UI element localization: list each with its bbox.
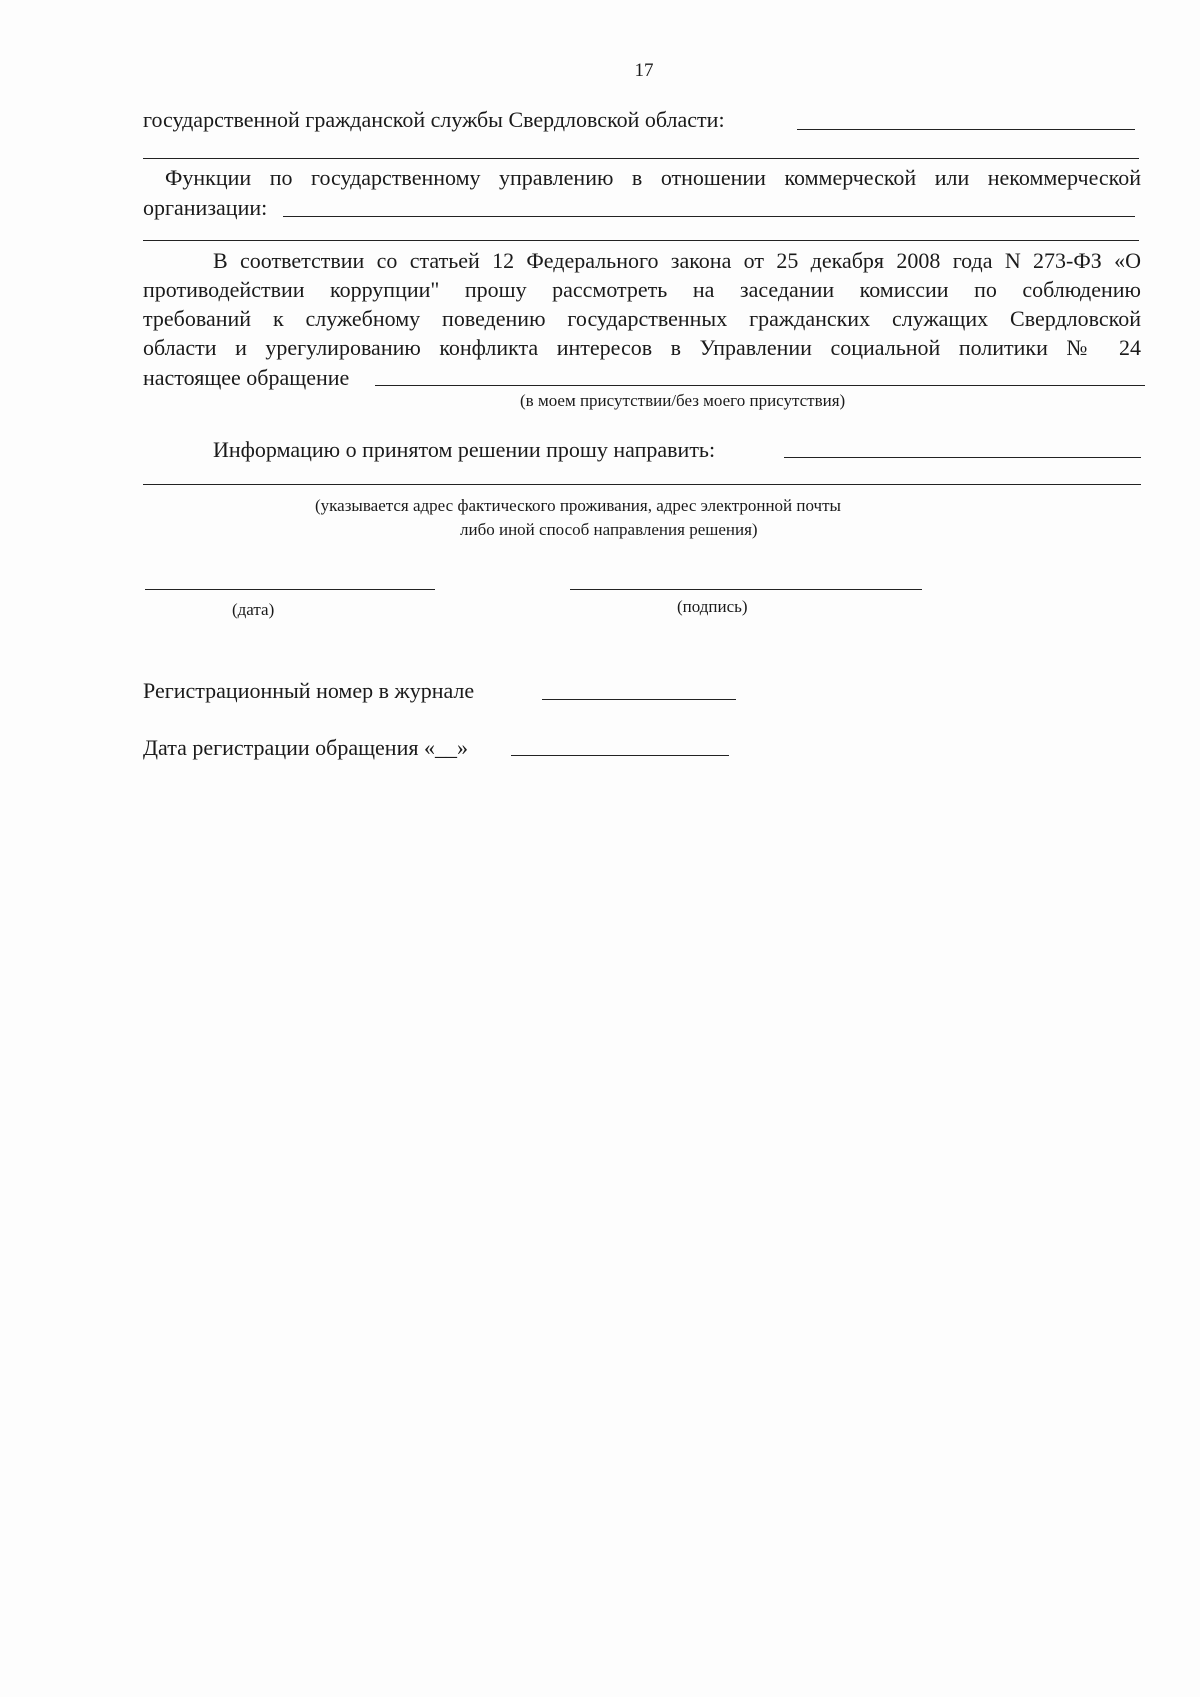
info-hint-line-2: либо иной способ направления решения) bbox=[460, 520, 758, 539]
request-line-1: В соответствии со статьей 12 Федерального закона от 25 декабря 2008 года N 273-ФЗ «О bbox=[213, 248, 1141, 273]
functions-fill-line-2 bbox=[143, 240, 1139, 241]
date-label: (дата) bbox=[232, 600, 275, 619]
request-fill-line bbox=[375, 385, 1145, 386]
registration-date-fill-line bbox=[511, 755, 729, 756]
functions-line-2: организации: bbox=[143, 195, 268, 220]
signature-fill-line bbox=[570, 589, 922, 590]
functions-line-1: Функции по государственному управлению в отношении коммерческой или некоммерческой bbox=[165, 165, 1141, 190]
registration-number-fill-line bbox=[542, 699, 736, 700]
functions-fill-line bbox=[283, 216, 1135, 217]
info-hint-line-1: (указывается адрес фактического проживания, адрес электронной почты bbox=[315, 496, 841, 515]
request-hint: (в моем присутствии/без моего присутствия) bbox=[520, 391, 846, 410]
page-number: 17 bbox=[634, 60, 654, 81]
request-line-3: требований к служебному поведению государственных гражданских служащих Свердловской bbox=[143, 306, 1141, 331]
service-line-text: государственной гражданской службы Свердловской области: bbox=[143, 107, 725, 132]
date-fill-line bbox=[145, 589, 435, 590]
info-text: Информацию о принятом решении прошу направить: bbox=[213, 437, 716, 462]
registration-number-label: Регистрационный номер в журнале bbox=[143, 678, 475, 703]
info-fill-line bbox=[784, 457, 1141, 458]
request-line-5: настоящее обращение bbox=[143, 365, 350, 390]
registration-date-label: Дата регистрации обращения «__» bbox=[143, 735, 468, 760]
service-fill-line bbox=[797, 129, 1135, 130]
request-line-2: противодействии коррупции" прошу рассмотреть на заседании комиссии по соблюдению bbox=[143, 277, 1141, 302]
signature-label: (подпись) bbox=[677, 597, 748, 616]
info-fill-line-2 bbox=[143, 484, 1141, 485]
request-line-4: области и урегулированию конфликта интересов в Управлении социальной политики № 24 bbox=[143, 335, 1141, 360]
service-fill-line-2 bbox=[143, 158, 1139, 159]
